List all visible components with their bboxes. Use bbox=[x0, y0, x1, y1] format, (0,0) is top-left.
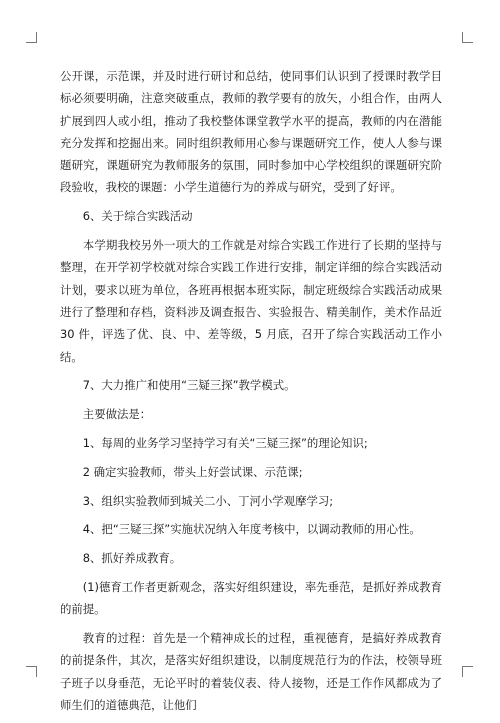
list-item-2: 2 确定实验教师，带头上好尝试课、示范课; bbox=[82, 464, 303, 479]
list-item-3: 3、组织实验教师到城关二小、丁河小学观摩学习; bbox=[82, 493, 334, 508]
list-item-1: 1、每周的业务学习坚持学习有关“三疑三探”的理论知识; bbox=[82, 435, 368, 450]
section-heading-7: 7、大力推广和使用“三疑三探”教学模式。 bbox=[82, 378, 296, 393]
crop-mark-bottom-right bbox=[462, 666, 473, 677]
section-heading-8: 8、抓好养成教育。 bbox=[82, 551, 182, 566]
crop-mark-bottom-left bbox=[26, 666, 37, 677]
paragraph-comprehensive-practice: 本学期我校另外一项大的工作就是对综合实践工作进行了长期的坚持与整理，在开学初学校就对综合实践工作进行安排，制定详细的综合实践活动计划，要求以班为单位，各班再根据本班实际，制定班级综合实践活动成果进行了整理和存档，资料涉及调查报告、实验报告、精美制作，美术作品近 30 件，评选了优、良、中、差等级，5 月底，召开了综合实践活动工作小结。 bbox=[60, 238, 442, 364]
list-lead-main-methods: 主要做法是： bbox=[82, 407, 152, 422]
crop-mark-top-right bbox=[462, 32, 473, 43]
document-body bbox=[60, 65, 442, 723]
paragraph-moral-education-2: 教育的过程：首先是一个精神成长的过程，重视德育，是搞好养成教育的前提条件，其次，是落实好组织建设，以制度规范行为的作法，校领导班子班子以身垂范，无论平时的着装仪表、待人接物，还是工作作风都成为了师生们的道德典范，让他们 bbox=[60, 631, 442, 712]
list-item-4: 4、把“三疑三探”实施状况纳入年度考核中，以调动教师的用心性。 bbox=[82, 522, 421, 537]
paragraph-moral-education-1: (1)德育工作者更新观念，落实好组织建设，率先垂范，是抓好养成教育的前提。 bbox=[60, 579, 442, 617]
crop-mark-top-left bbox=[26, 32, 37, 43]
section-heading-6: 6、关于综合实践活动 bbox=[82, 209, 193, 224]
paragraph-intro: 公开课，示范课，并及时进行研讨和总结，使同事们认识到了授课时教学目标必须要明确，注意突破重点，教师的教学要有的放矢，小组合作，由两人扩展到四人或小组，推动了我校整体课堂教学水平的提高，教师的内在潜能充分发挥和挖掘出来。同时组织教师用心参与课题研究工作，使人人参与课题研究，课题研究为教师服务的氛围，同时参加中心学校组织的课题研究阶段验收，我校的课题：小学生道德行为的养成与研究，受到了好评。 bbox=[60, 69, 442, 195]
